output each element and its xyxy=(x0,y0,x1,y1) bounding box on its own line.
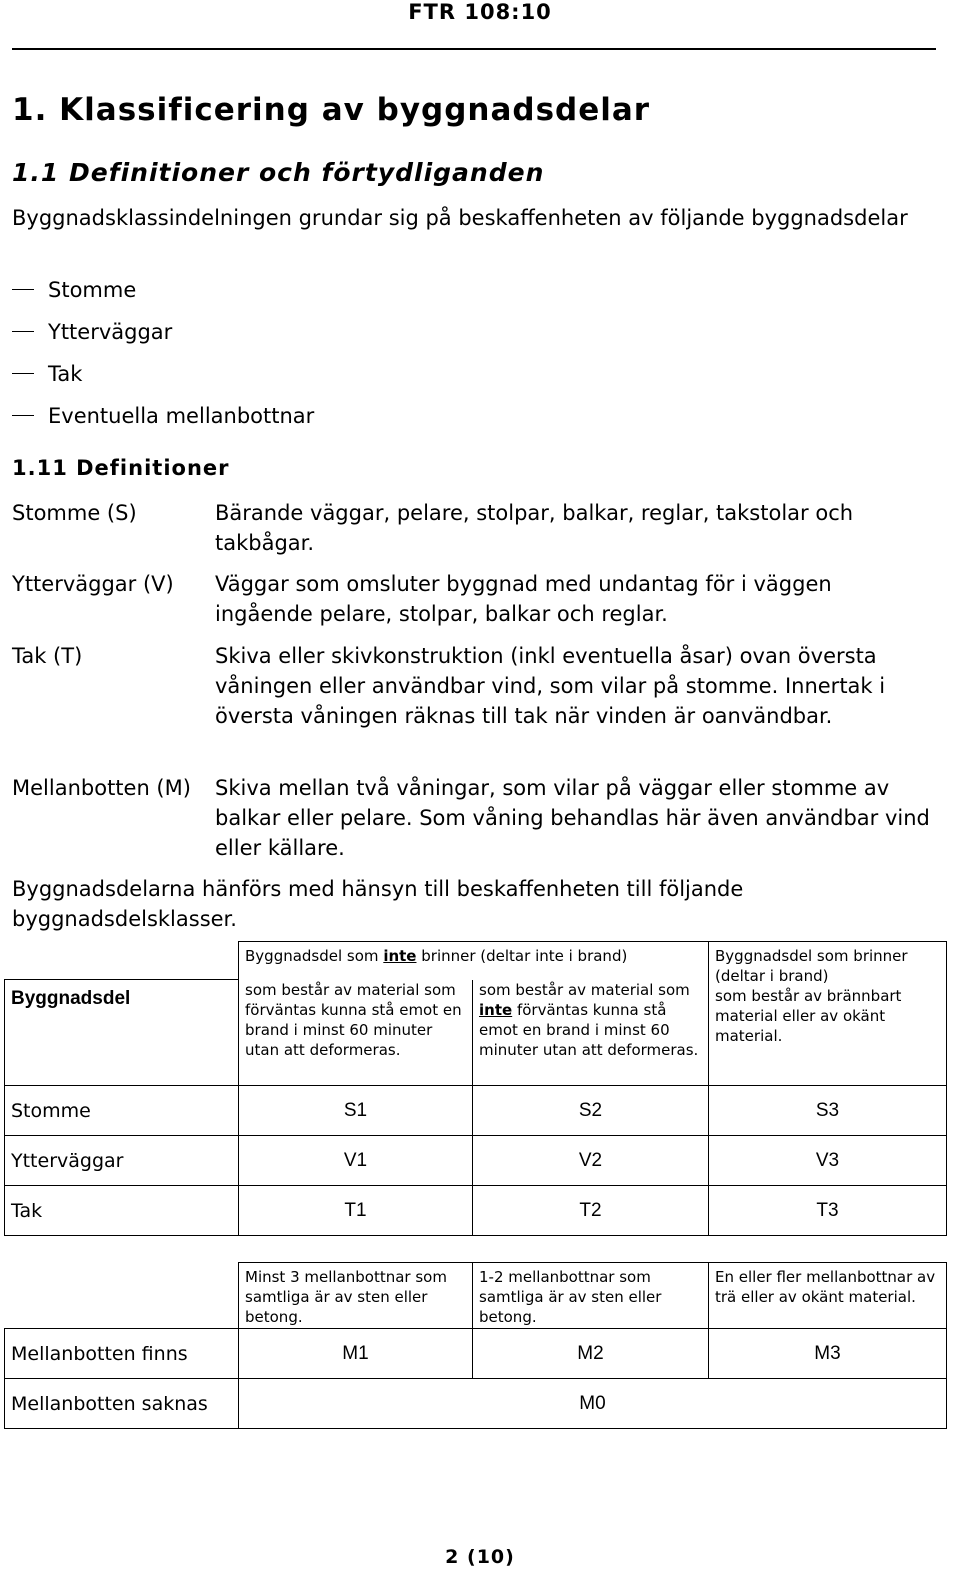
row-label: Mellanbotten finns xyxy=(5,1329,239,1379)
dash-bullet xyxy=(12,415,34,416)
class-code: S2 xyxy=(473,1086,709,1136)
class-code: V2 xyxy=(473,1136,709,1186)
class-code: M2 xyxy=(473,1329,709,1379)
class-code: M3 xyxy=(709,1329,947,1379)
empty-cell xyxy=(5,1263,239,1329)
column-header: En eller fler mellanbottnar av trä eller av okänt material. xyxy=(709,1263,947,1329)
class-code: M1 xyxy=(239,1329,473,1379)
nonburning-header: Byggnadsdel som inte brinner (deltar inte i brand) xyxy=(239,942,709,980)
classification-table xyxy=(4,941,947,1236)
list-item: Ytterväggar xyxy=(12,317,172,347)
table-row xyxy=(5,1379,947,1429)
definition-text: Bärande väggar, pelare, stolpar, balkar, reglar, takstolar och takbågar. xyxy=(215,501,854,555)
row-header: Byggnadsdel xyxy=(5,980,239,1086)
page-number: 2 (10) xyxy=(445,1546,515,1568)
row-label: Tak xyxy=(5,1186,239,1236)
class-code: M0 xyxy=(239,1379,947,1429)
row-label: Ytterväggar xyxy=(5,1136,239,1186)
row-label: Mellanbotten saknas xyxy=(5,1379,239,1429)
class-code: S3 xyxy=(709,1086,947,1136)
definition-text: Skiva mellan två våningar, som vilar på väggar eller stomme av balkar eller pelare. Som våning behandlas här även användbar vind eller källare. xyxy=(215,776,930,860)
class-code: T2 xyxy=(473,1186,709,1236)
dash-bullet xyxy=(12,373,34,374)
dash-bullet xyxy=(12,331,34,332)
definition-text: Skiva eller skivkonstruktion (inkl eventuella åsar) ovan översta våningen eller användbar vind, som vilar på stomme. Innertak i översta våningen räknas till tak när vinden är oanvändbar. xyxy=(215,644,886,728)
class-code: T3 xyxy=(709,1186,947,1236)
dash-bullet xyxy=(12,289,34,290)
class-code: T1 xyxy=(239,1186,473,1236)
table-row xyxy=(5,1329,947,1379)
definition-term: Ytterväggar (V) xyxy=(12,572,174,596)
definition-term: Stomme (S) xyxy=(12,501,137,525)
burning-header: Byggnadsdel som brinner (deltar i brand) som består av brännbart material eller av okänt material. xyxy=(709,942,947,1086)
intro-paragraph: Byggnadsklassindelningen grundar sig på beskaffenheten av följande byggnadsdelar xyxy=(12,206,908,230)
list-item: Tak xyxy=(12,359,82,389)
nonburning-sub-header: som består av material som inte förväntas kunna stå emot en brand i minst 60 minuter utan att deformeras. xyxy=(473,980,709,1086)
column-header: 1-2 mellanbottnar som samtliga är av sten eller betong. xyxy=(473,1263,709,1329)
header-divider xyxy=(12,48,936,50)
definition-term: Mellanbotten (M) xyxy=(12,776,191,800)
intermediate-floor-table xyxy=(4,1262,947,1429)
section-heading: 1. Klassificering av byggnadsdelar xyxy=(12,92,651,128)
class-code: V1 xyxy=(239,1136,473,1186)
closing-paragraph: Byggnadsdelarna hänförs med hänsyn till beskaffenheten till följande byggnadsdelsklasser. xyxy=(12,877,744,931)
nonburning-sub-header: som består av material som förväntas kunna stå emot en brand i minst 60 minuter utan att deformeras. xyxy=(239,980,473,1086)
definitions-heading: 1.11 Definitioner xyxy=(12,456,230,480)
empty-cell xyxy=(5,942,239,980)
class-code: V3 xyxy=(709,1136,947,1186)
document-id: FTR 108:10 xyxy=(408,0,552,24)
class-code: S1 xyxy=(239,1086,473,1136)
list-item: Stomme xyxy=(12,275,136,305)
definition-term: Tak (T) xyxy=(12,644,83,668)
table-row xyxy=(5,1086,947,1136)
column-header: Minst 3 mellanbottnar som samtliga är av sten eller betong. xyxy=(239,1263,473,1329)
subsection-heading: 1.1 Definitioner och förtydliganden xyxy=(12,158,545,187)
table-row xyxy=(5,1186,947,1236)
list-item: Eventuella mellanbottnar xyxy=(12,401,314,431)
table-row xyxy=(5,1136,947,1186)
row-label: Stomme xyxy=(5,1086,239,1136)
definition-text: Väggar som omsluter byggnad med undantag för i väggen ingående pelare, stolpar, balkar och reglar. xyxy=(215,572,832,626)
